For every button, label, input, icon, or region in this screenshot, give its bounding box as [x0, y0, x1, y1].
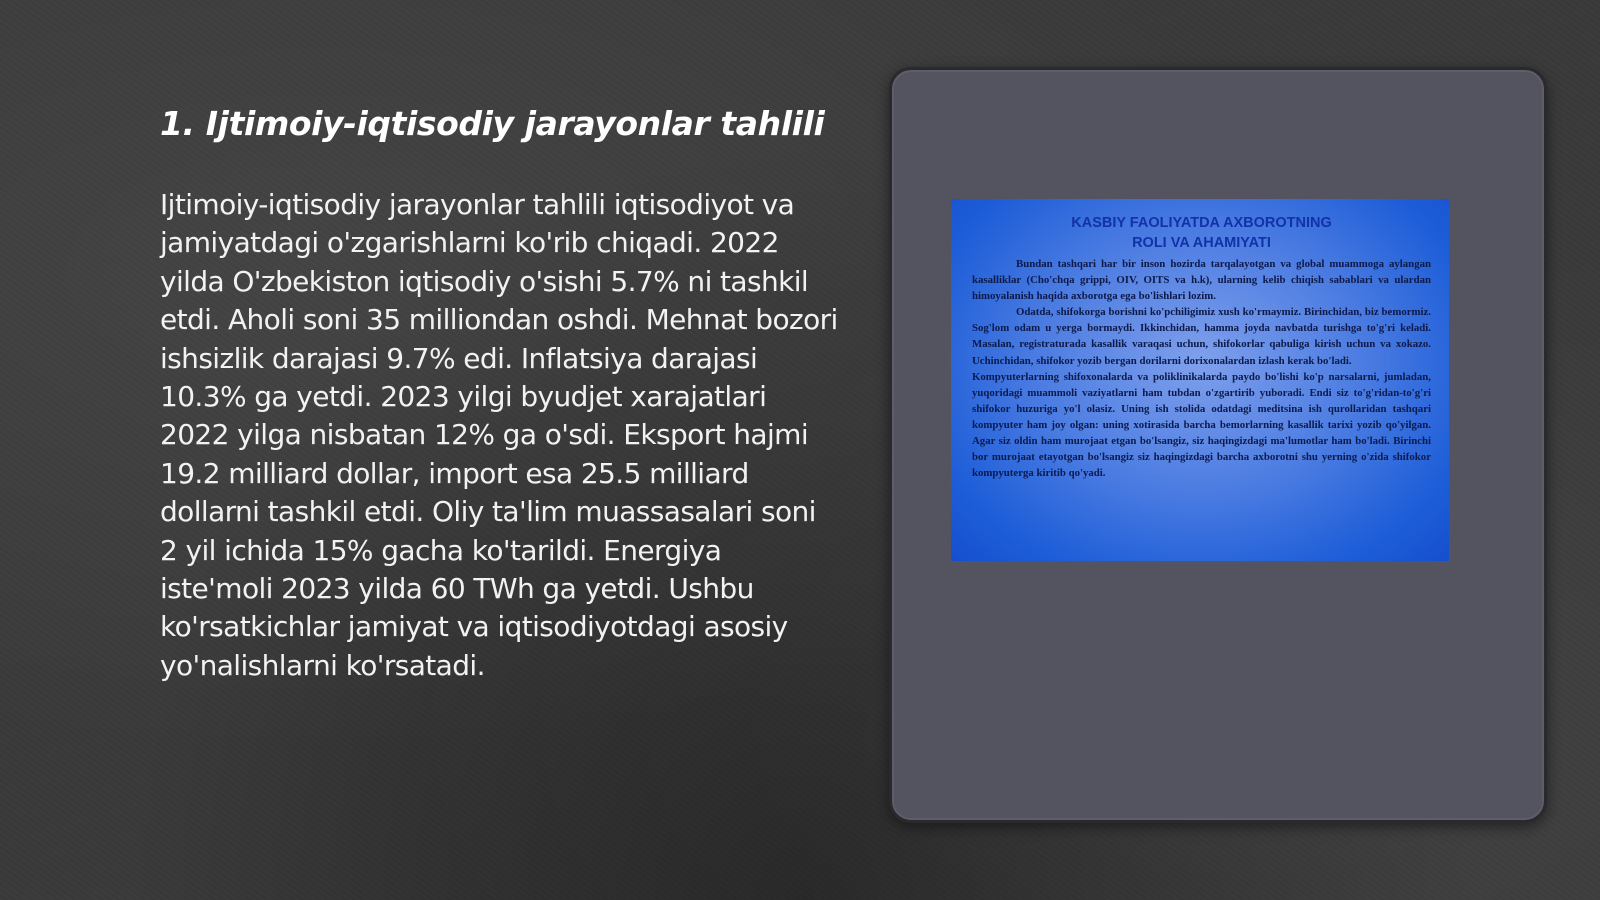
- slide-title: 1. Ijtimoiy-iqtisodiy jarayonlar tahlili: [160, 104, 825, 143]
- document-paragraph-3: Kompyuterlarning shifoxonalarda va poliklinikalarda paydo bo'lishi ko'p narsalarni, jumladan, yuqoridagi muammoli vaziyatlarni ham tubdan o'zgartirib yuboradi. Endi siz to'g'ridan-to'g'ri shifokor huzuriga yo'l olasiz. Uning ish stolida odatdagi meditsina ish qurollaridan tashqari kompyuter ham joy olgan: uning xotirasida barcha bemorlarning kasallik tarixi yozib qo'yilgan. Agar siz oldin ham murojaat etgan bo'lsangiz, siz haqingizdagi ma'lumotlar ham bo'ladi. Birinchi bor murojaat etayotgan bo'lsangiz siz haqingizdagi barcha axborotni shu yerning o'zida shifokor kompyuterga kiritib qo'yadi.: [972, 370, 1431, 480]
- document-image: [951, 199, 1449, 561]
- document-heading-line-1: KASBIY FAOLIYATDA AXBOROTNING: [1071, 215, 1332, 231]
- slide-body-text: Ijtimoiy-iqtisodiy jarayonlar tahlili iqtisodiyot va jamiyatdagi o'zgarishlarni ko'rib chiqadi. 2022 yilda O'zbekiston iqtisodiy o'sishi 5.7% ni tashkil etdi. Aholi soni 35 milliondan oshdi. Mehnat bozori ishsizlik darajasi 9.7% edi. Inflatsiya darajasi 10.3% ga yetdi. 2023 yilgi byudjet xarajatlari 2022 yilga nisbatan 12% ga o'sdi. Eksport hajmi 19.2 milliard dollar, import esa 25.5 milliard dollarni tashkil etdi. Oliy ta'lim muassasalari soni 2 yil ichida 15% gacha ko'tarildi. Energiya iste'moli 2023 yilda 60 TWh ga yetdi. Ushbu ko'rsatkichlar jamiyat va iqtisodiyotdagi asosiy yo'nalishlarni ko'rsatadi.: [160, 188, 838, 682]
- document-paragraph-1: Bundan tashqari har bir inson hozirda tarqalayotgan va global muammoga aylangan kasalliklar (Cho'chqa grippi, OIV, OITS va h.k), ularning kelib chiqish sabablari va ulardan himoyalanish haqida axborotga ega bo'lishlari lozim.: [972, 258, 1431, 303]
- document-heading-line-2: ROLI VA AHAMIYATI: [1132, 235, 1271, 251]
- document-paragraph-2: Odatda, shifokorga borishni ko'pchiligimiz xush ko'rmaymiz. Birinchidan, biz bemormiz. Sog'lom odam u yerga bormaydi. Ikkinchidan, hamma joyda navbatda turishga to'g'ri keladi. Masalan, registraturada kasallik varaqasi uchun, shifokorlar qabuliga kirish uchun va xokazo. Uchinchidan, shifokor yozib bergan dorilarni dorixonalardan izlash kerak bo'ladi.: [972, 306, 1431, 367]
- document-heading: [972, 213, 1431, 253]
